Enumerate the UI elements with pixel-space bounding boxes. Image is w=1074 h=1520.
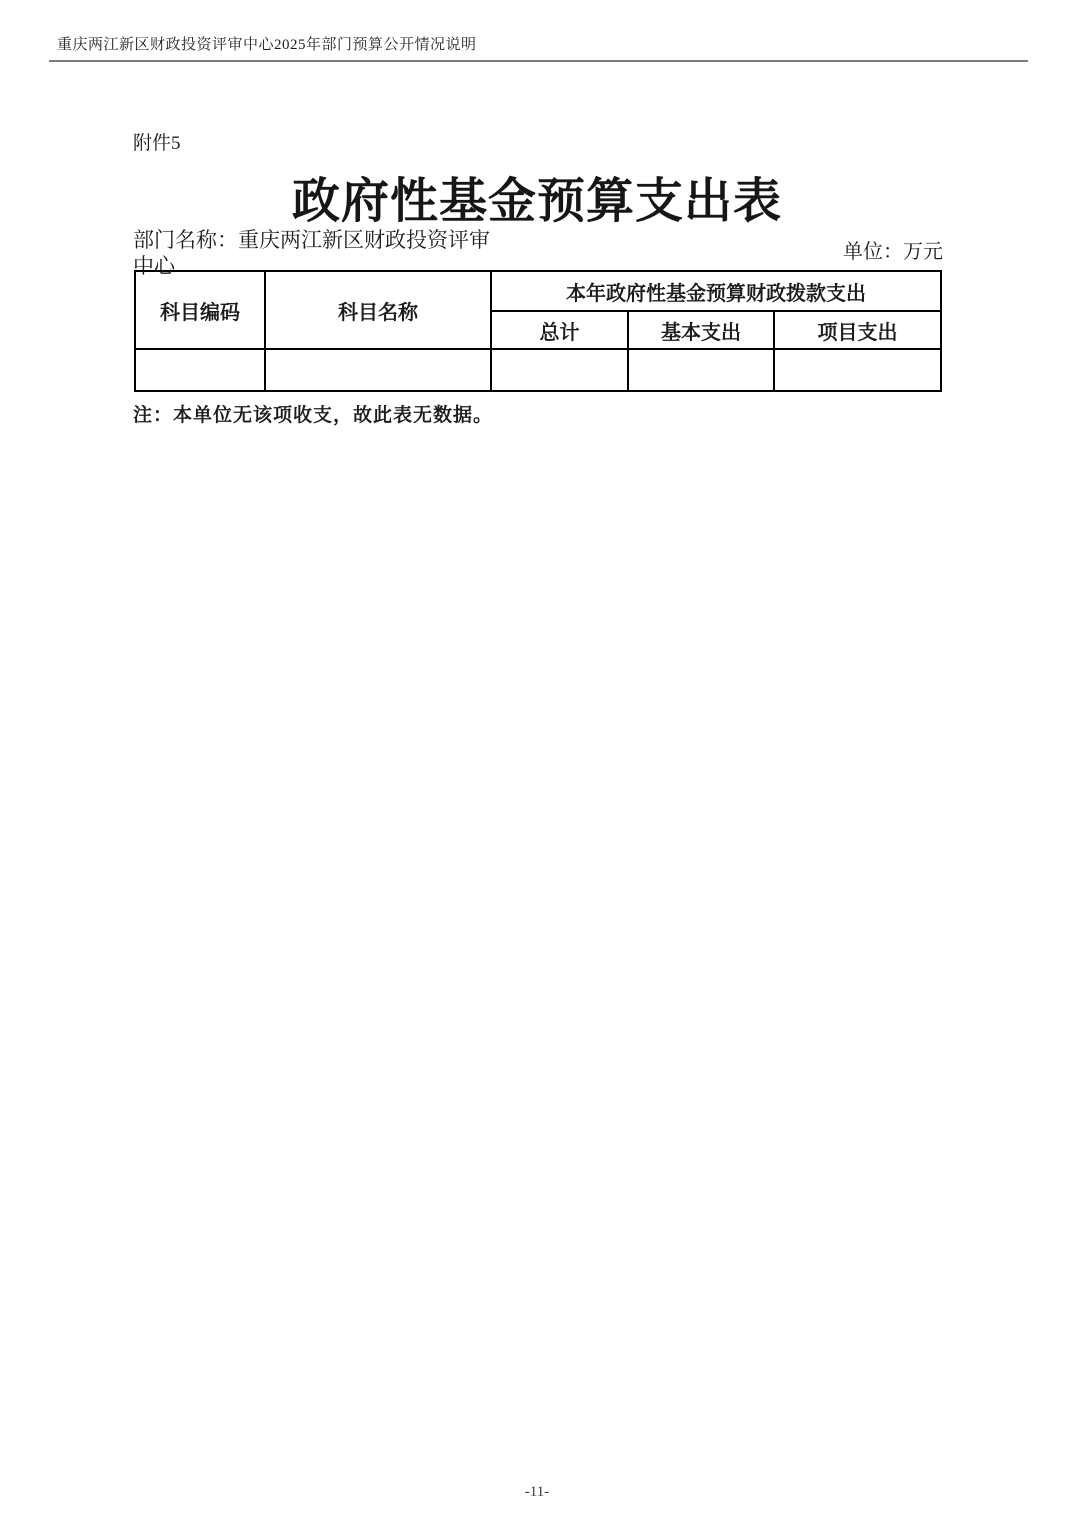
cell-total [491,349,628,391]
department-name-line2: 中心 [133,254,175,278]
col-header-subject-code: 科目编码 [135,271,265,349]
cell-basic-expenditure [628,349,774,391]
col-header-group-fund-expenditure: 本年政府性基金预算财政拨款支出 [491,271,941,311]
cell-subject-code [135,349,265,391]
running-header-text: 重庆两江新区财政投资评审中心2025年部门预算公开情况说明 [57,37,477,53]
cell-subject-name [265,349,491,391]
unit-label: 单位：万元 [843,241,943,263]
col-header-total: 总计 [491,311,628,349]
cell-project-expenditure [774,349,941,391]
attachment-label: 附件5 [133,133,181,154]
table-row [135,349,941,391]
page-number: -11- [524,1484,550,1500]
col-header-project-expenditure: 项目支出 [774,311,941,349]
budget-table [134,270,942,392]
page-title: 政府性基金预算支出表 [291,175,782,228]
col-header-subject-name: 科目名称 [265,271,491,349]
table-header-row-1 [135,271,941,311]
department-name-line1: 部门名称：重庆两江新区财政投资评审 [133,228,490,252]
running-header [49,33,1028,62]
col-header-basic-expenditure: 基本支出 [628,311,774,349]
note-text: 注：本单位无该项收支，故此表无数据。 [133,405,494,426]
